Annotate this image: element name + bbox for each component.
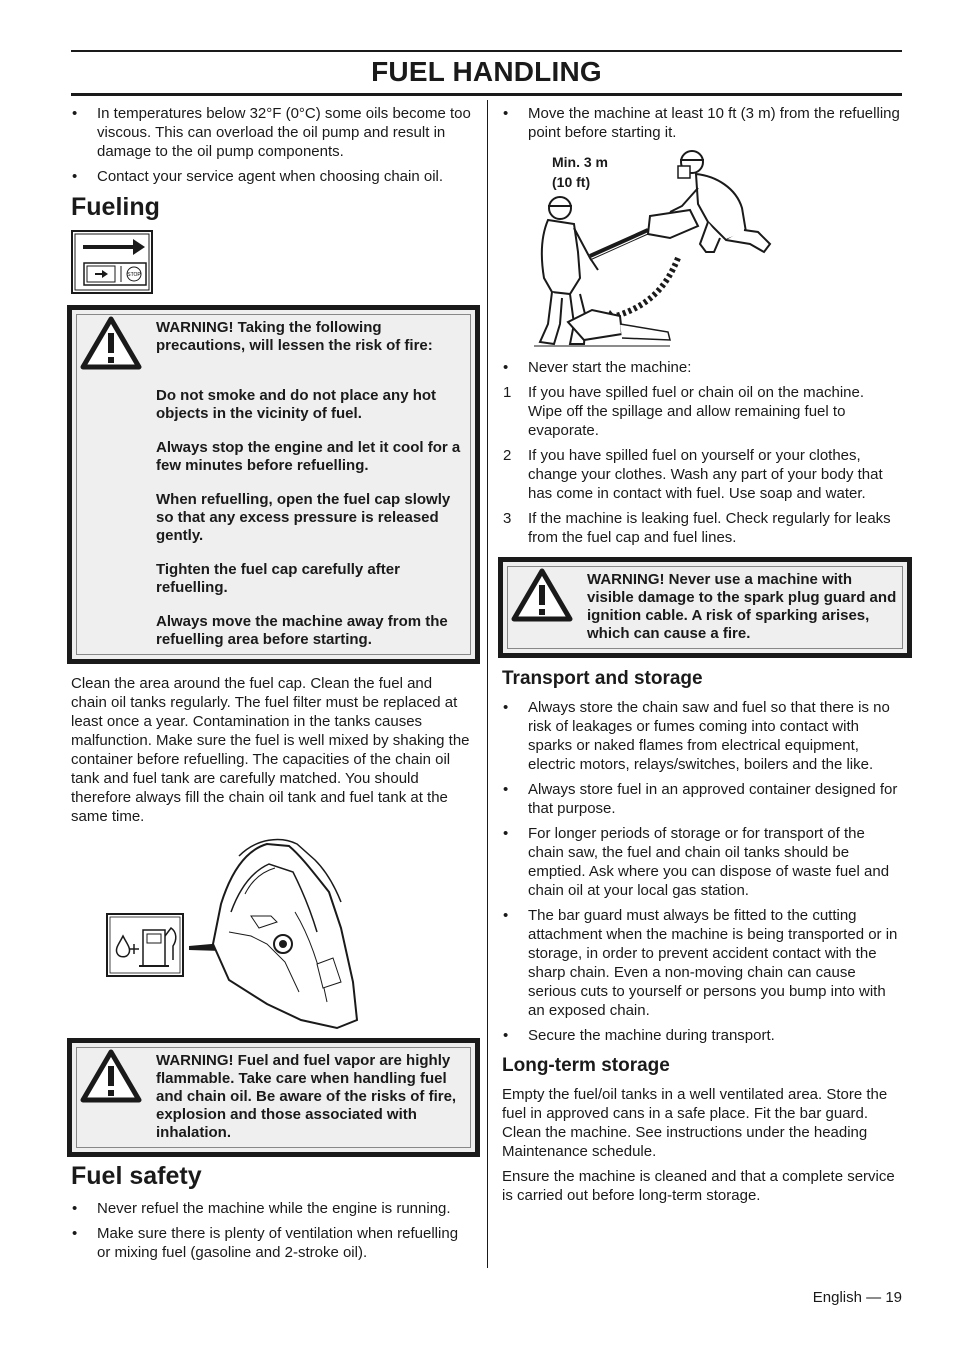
warning-line: WARNING! Fuel and fuel vapor are highly flammable. Take care when handling fuel and chain oil. Be aware of the risks of fire, explosion and those associated with inhalation.	[156, 1052, 457, 1141]
column-divider	[487, 100, 488, 1268]
fuel-fill-illustration	[71, 832, 472, 1032]
warning-line: WARNING! Never use a machine with visible damage to the spark plug guard and ignition cable. A risk of sparking arises, which can cause a fire.	[587, 571, 897, 642]
warning-box-fire-precautions	[67, 305, 480, 664]
list-item: • In temperatures below 32°F (0°C) some oils become too viscous. This can overload the oil pump and result in damage to the oil pump components.	[71, 104, 472, 161]
list-item: • The bar guard must always be fitted to the cutting attachment when the machine is being transported or in storage, in order to prevent accident contact with the sharp chain. Even a non-moving chain can cause serious cuts to yourself or persons you bump into with an exposed chain.	[502, 906, 902, 1020]
warning-box-spark-plug	[498, 557, 912, 658]
longterm-paragraph: Empty the fuel/oil tanks in a well ventilated area. Store the fuel in approved cans in a safe place. Fit the bar guard. Clean the machine. See instructions under the heading Maintenance schedule.	[502, 1086, 888, 1160]
warning-text	[156, 1043, 475, 1152]
starting-distance-illustration	[502, 148, 902, 354]
item-number: 1	[503, 384, 512, 401]
fuel-safety-bullets	[71, 1199, 472, 1262]
fuel-safety-heading: Fuel safety	[71, 1162, 202, 1190]
right-column	[502, 100, 902, 1211]
list-item: • Make sure there is plenty of ventilation when refuelling or mixing fuel (gasoline and 2-stroke oil).	[71, 1224, 472, 1262]
warning-text	[587, 562, 907, 653]
chainsaw-fuel-icon	[71, 832, 471, 1032]
warning-text	[156, 310, 475, 659]
longterm-paragraph: Ensure the machine is cleaned and that a complete service is carried out before long-term storage.	[502, 1168, 895, 1204]
list-item: • Contact your service agent when choosing chain oil.	[71, 167, 472, 186]
fueling-heading: Fueling	[71, 193, 160, 221]
figure-label-line: (10 ft)	[552, 174, 591, 190]
numbered-item	[502, 509, 902, 547]
list-item: • Secure the machine during transport.	[502, 1026, 902, 1045]
warning-line: WARNING! Taking the following precautions, will lessen the risk of fire:	[156, 319, 433, 354]
warning-line: Always move the machine away from the refuelling area before starting.	[156, 613, 448, 648]
item-text: If you have spilled fuel or chain oil on the machine. Wipe off the spillage and allow remaining fuel to evaporate.	[528, 384, 865, 439]
list-item: • For longer periods of storage or for transport of the chain saw, the fuel and chain oil tanks should be emptied. Ask where you can dispose of waste fuel and chain oil at your local gas station.	[502, 824, 902, 900]
left-column	[71, 100, 472, 1268]
stop-switch-icon	[73, 232, 151, 292]
transport-heading: Transport and storage	[502, 668, 703, 689]
stop-text: STOP	[127, 272, 141, 278]
move-bullet-list	[502, 104, 902, 142]
item-number: 3	[503, 510, 512, 527]
item-text: If you have spilled fuel on yourself or your clothes, change your clothes. Wash any part of your body that has come in contact with fuel. Use soap and water.	[528, 447, 883, 502]
warning-box-flammable	[67, 1038, 480, 1157]
list-item: • Always store fuel in an approved container designed for that purpose.	[502, 780, 902, 818]
list-item: • Always store the chain saw and fuel so that there is no risk of leakages or fumes coming into contact with sparks or naked flames from electrical equipment, electric motors, relays/switches, boilers and the like.	[502, 698, 902, 774]
figure-label-line: Min. 3 m	[552, 154, 609, 170]
warning-line: Tighten the fuel cap carefully after refuelling.	[156, 561, 400, 596]
warning-triangle-icon	[80, 1049, 142, 1103]
top-rule	[71, 50, 902, 52]
intro-bullets	[71, 104, 472, 186]
list-item: • Never refuel the machine while the engine is running.	[71, 1199, 472, 1218]
never-start-list	[502, 358, 902, 377]
never-start-numbered	[502, 383, 902, 547]
longterm-heading: Long-term storage	[502, 1055, 670, 1076]
warning-triangle-icon	[511, 568, 573, 622]
two-operators-icon	[530, 148, 830, 354]
list-item: • Never start the machine:	[502, 358, 902, 377]
stop-switch-symbol	[71, 230, 153, 294]
numbered-item	[502, 446, 902, 503]
page-title: FUEL HANDLING	[371, 56, 602, 87]
page-footer: English — 19	[812, 1289, 902, 1306]
transport-bullets	[502, 698, 902, 1045]
clean-paragraph: Clean the area around the fuel cap. Clean the fuel and chain oil tanks regularly. The fuel filter must be replaced at least once a year. Contamination in the tanks causes malfunction. Make sure the fuel is well mixed by shaking the container before refuelling. The capacities of the chain oil tank and fuel tank are carefully matched. You should therefore always fill the chain oil tank and fuel tank at the same time.	[71, 675, 470, 825]
warning-line: Always stop the engine and let it cool for a few minutes before refuelling.	[156, 439, 461, 474]
list-item: • Move the machine at least 10 ft (3 m) from the refuelling point before starting it.	[502, 104, 902, 142]
item-text: If the machine is leaking fuel. Check regularly for leaks from the fuel cap and fuel lines.	[528, 510, 891, 546]
warning-line: Do not smoke and do not place any hot objects in the vicinity of fuel.	[156, 387, 437, 422]
item-number: 2	[503, 447, 512, 464]
title-underline	[71, 93, 902, 96]
numbered-item	[502, 383, 902, 440]
warning-triangle-icon	[80, 316, 142, 370]
warning-line: When refuelling, open the fuel cap slowly so that any excess pressure is released gently.	[156, 491, 451, 544]
